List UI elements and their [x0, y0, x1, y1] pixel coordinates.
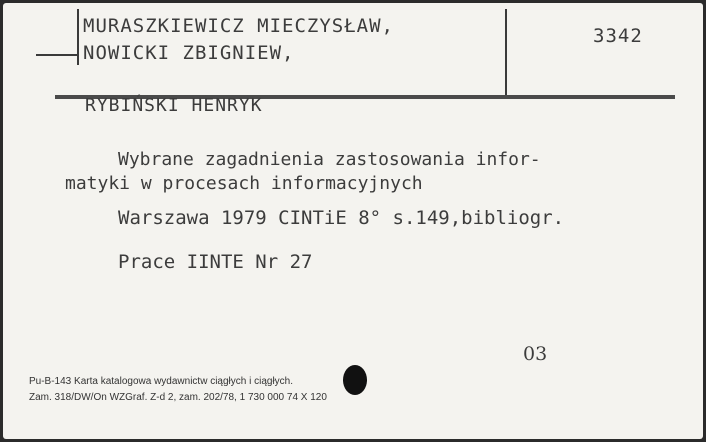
- author-line-1: MURASZKIEWICZ MIECZYSŁAW,: [83, 15, 394, 37]
- header-tick: [36, 54, 79, 56]
- footer-line-2: Zam. 318/DW/On WZGraf. Z-d 2, zam. 202/78, 1 730 000 74 X 120: [29, 392, 327, 403]
- title-line-2: matyki w procesach informacyjnych: [65, 173, 423, 194]
- header-column-divider: [505, 9, 507, 95]
- punched-hole: [343, 365, 367, 395]
- author-line-2: NOWICKI ZBIGNIEW,: [83, 42, 295, 64]
- call-number: 3342: [593, 25, 643, 47]
- handwritten-note: 03: [523, 343, 548, 365]
- imprint-line: Warszawa 1979 CINTiE 8° s.149,bibliogr.: [118, 207, 565, 229]
- third-author: RYBIŃSKI HENRYK: [85, 95, 263, 116]
- header-left-rule: [77, 9, 79, 65]
- series-line: Prace IINTE Nr 27: [118, 251, 313, 273]
- title-line-1: Wybrane zagadnienia zastosowania infor-: [118, 149, 541, 170]
- catalog-card: [3, 3, 703, 439]
- footer-line-1: Pu-B-143 Karta katalogowa wydawnictw ciągłych i ciągłych.: [29, 376, 294, 387]
